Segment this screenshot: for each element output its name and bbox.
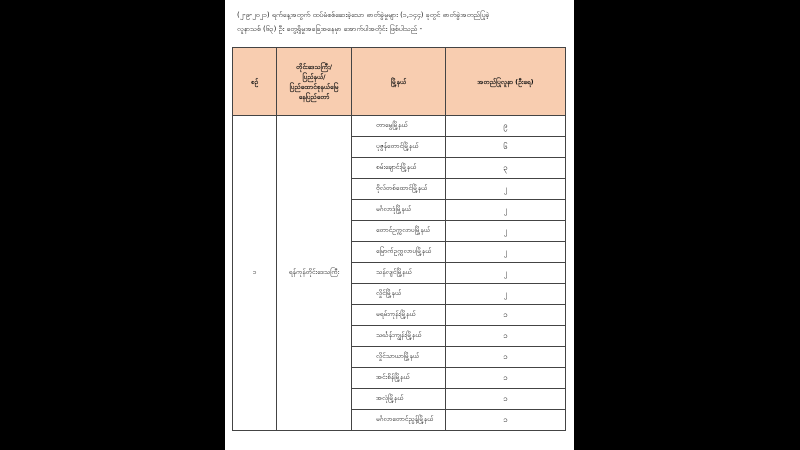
- case-count-cell: ၂: [446, 179, 566, 200]
- header-region-line: ပြည်နယ်/: [302, 72, 326, 81]
- table-header-row: [233, 48, 566, 116]
- township-cell: ဗိုလ်တစ်ထောင်မြို့နယ်: [352, 179, 446, 200]
- case-count-cell: ၂: [446, 242, 566, 263]
- township-cell: မင်္ဂလာတောင်ညွန့်မြို့နယ်: [352, 410, 446, 431]
- township-cell: တောင်ဥက္ကလာပမြို့နယ်: [352, 221, 446, 242]
- case-count-cell: ၁: [446, 305, 566, 326]
- case-count-cell: ၉: [446, 116, 566, 137]
- township-cell: ပုဇွန်တောင်မြို့နယ်: [352, 137, 446, 158]
- cases-table: [232, 47, 566, 431]
- header-region-line: ပြည်ထောင်စုနယ်မြေ: [289, 82, 339, 91]
- case-count-cell: ၂: [446, 200, 566, 221]
- township-cell: မင်္ဂလာဒုံမြို့နယ်: [352, 200, 446, 221]
- header-township: မြို့နယ်: [352, 48, 446, 116]
- row-number: ၁: [233, 116, 277, 431]
- township-cell: မရမ်းကုန်းမြို့နယ်: [352, 305, 446, 326]
- document-page: [225, 0, 574, 450]
- header-region-line: တိုင်းဒေသကြီး/: [295, 62, 332, 71]
- header-count: အတည်ပြုလူနာ (ဦးရေ): [446, 48, 566, 116]
- township-cell: စမ်းချောင်းမြို့နယ်: [352, 158, 446, 179]
- township-cell: သန်လျင်မြို့နယ်: [352, 263, 446, 284]
- header-region-line: နေပြည်တော်: [298, 92, 330, 101]
- header-no: စဉ်: [233, 48, 277, 116]
- case-count-cell: ၁: [446, 326, 566, 347]
- case-count-cell: ၂: [446, 284, 566, 305]
- township-cell: တာမွေမြို့နယ်: [352, 116, 446, 137]
- township-cell: သင်္ဃန်းကျွန်းမြို့နယ်: [352, 326, 446, 347]
- case-count-cell: ၃: [446, 158, 566, 179]
- case-count-cell: ၁: [446, 368, 566, 389]
- region-name: ရန်ကုန်တိုင်းဒေသကြီး: [277, 116, 352, 431]
- intro-line-2: လူနာသစ် (၆၃) ဦး တွေ့ရှိမှုအခြေအနေမှာ အောက်ပါအတိုင်း ဖြစ်ပါသည် -: [237, 25, 423, 33]
- intro-paragraph: [237, 8, 563, 36]
- case-count-cell: ၂: [446, 263, 566, 284]
- table-row: [233, 116, 566, 137]
- case-count-cell: ၁: [446, 389, 566, 410]
- case-count-cell: ၂: [446, 221, 566, 242]
- intro-line-1: (၂-၉-၂၀၂၁) ရက်နေ့အတွက် ထပ်မံစစ်ဆေးခဲ့သော ဓာတ်ခွဲမှုများ (၁,၁၄၄) ခုတွင် ဓာတ်ခွဲအတည်ပြုခဲ့: [237, 11, 490, 19]
- township-cell: အင်းစိန်မြို့နယ်: [352, 368, 446, 389]
- case-count-cell: ၁: [446, 410, 566, 431]
- township-cell: လှိုင်မြို့နယ်: [352, 284, 446, 305]
- case-count-cell: ၁: [446, 347, 566, 368]
- case-count-cell: ၆: [446, 137, 566, 158]
- township-cell: မြောက်ဥက္ကလာပမြို့နယ်: [352, 242, 446, 263]
- header-region: [277, 48, 352, 116]
- township-cell: အလုံမြို့နယ်: [352, 389, 446, 410]
- township-cell: လှိုင်သာယာမြို့နယ်: [352, 347, 446, 368]
